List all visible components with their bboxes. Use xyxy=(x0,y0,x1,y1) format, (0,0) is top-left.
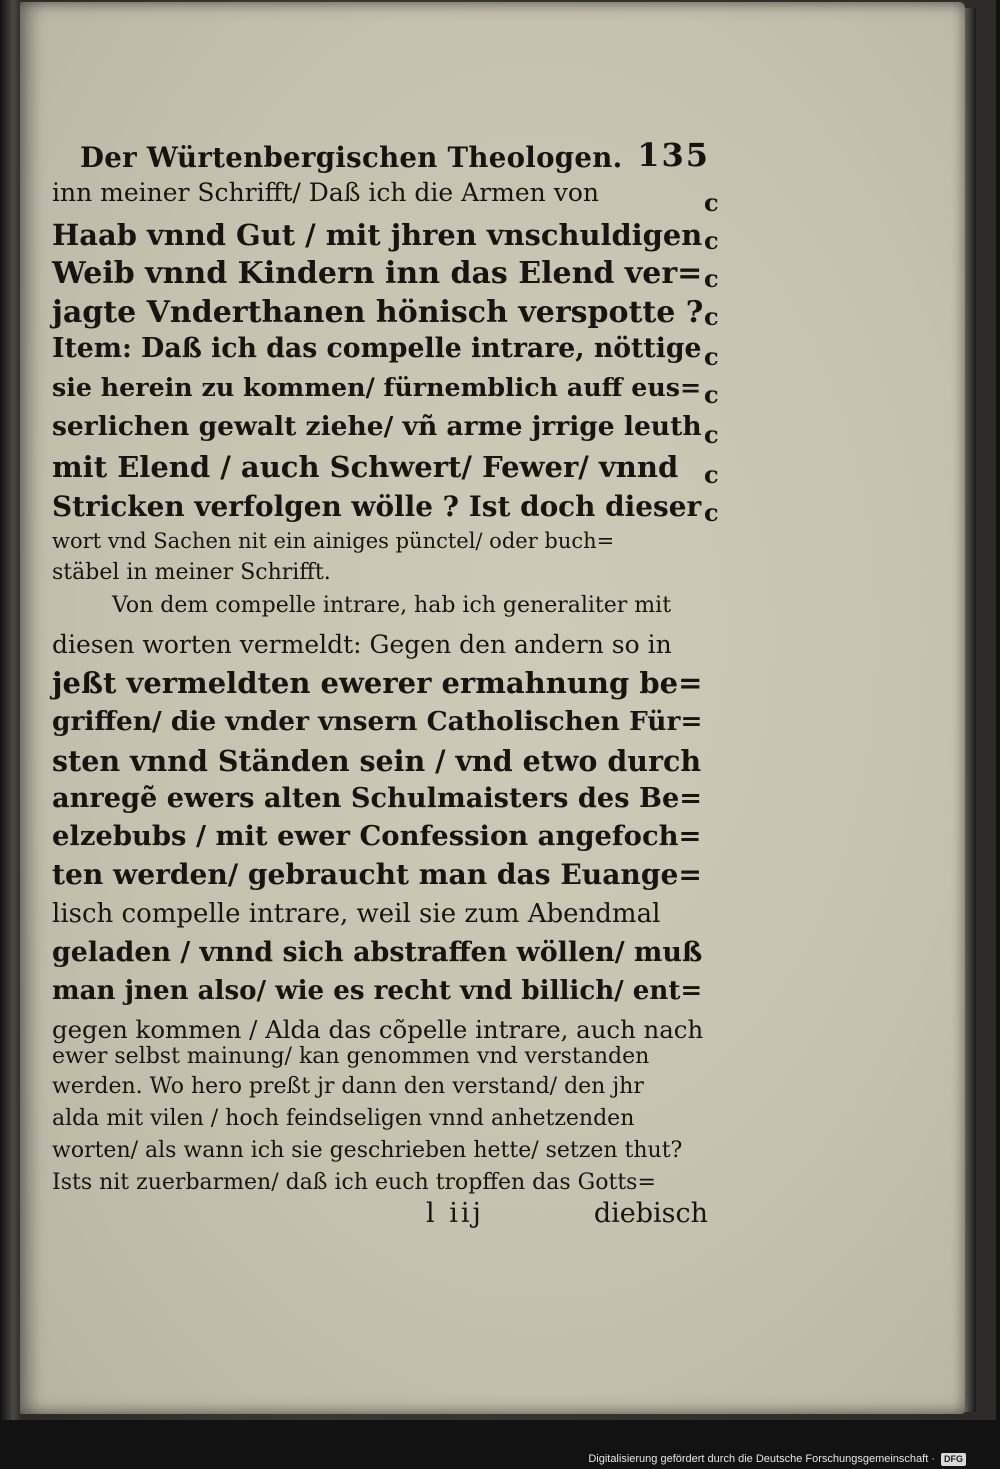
text-line: Von dem compelle intrare, hab ich generaliter mit xyxy=(112,593,672,618)
margin-mark: c xyxy=(704,380,719,409)
text-line: inn meiner Schrifft/ Daß ich die Armen von xyxy=(52,178,599,207)
text-line: jeßt vermeldten ewerer ermahnung be= xyxy=(52,666,703,700)
text-line: geladen / vnnd sich abstraffen wöllen/ muß xyxy=(52,937,703,968)
text-line: ten werden/ gebraucht man das Euange= xyxy=(52,858,702,891)
margin-mark: c xyxy=(704,264,719,293)
page-number: 135 xyxy=(637,136,710,174)
catchword: diebisch xyxy=(593,1198,708,1229)
credit-text: Digitalisierung gefördert durch die Deutsche Forschungsgemeinschaft · xyxy=(588,1453,935,1465)
text-line: worten/ als wann ich sie geschrieben hette/ setzen thut? xyxy=(52,1138,683,1163)
text-line: ewer selbst mainung/ kan genommen vnd verstanden xyxy=(52,1044,650,1069)
dfg-logo: DFG xyxy=(941,1453,966,1466)
signature-mark: l iij xyxy=(426,1198,484,1229)
margin-mark: c xyxy=(704,188,719,217)
text-line: Haab vnnd Gut / mit jhren vnschuldigen xyxy=(52,218,703,252)
text-line: lisch compelle intrare, weil sie zum Abendmal xyxy=(52,899,661,929)
text-line: Ists nit zuerbarmen/ daß ich euch tropffen das Gotts= xyxy=(52,1170,656,1195)
text-line: anregẽ ewers alten Schulmaisters des Be= xyxy=(52,782,703,814)
text-line: sten vnnd Ständen sein / vnd etwo durch xyxy=(52,744,702,778)
text-line: griffen/ die vnder vnsern Catholischen Für= xyxy=(52,706,703,737)
text-line: serlichen gewalt ziehe/ vñ arme jrrige leuth xyxy=(52,411,702,442)
text-line: Stricken verfolgen wölle ? Ist doch dieser xyxy=(52,490,702,523)
margin-mark: c xyxy=(704,498,719,527)
text-line: alda mit vilen / hoch feindseligen vnnd anhetzenden xyxy=(52,1106,635,1131)
text-line: wort vnd Sachen nit ein ainiges pünctel/ oder buch= xyxy=(52,529,615,553)
running-head: Der Würtenbergischen Theologen. xyxy=(80,141,623,174)
text-line: mit Elend / auch Schwert/ Fewer/ vnnd xyxy=(52,450,679,484)
page-header xyxy=(80,124,710,174)
margin-mark: c xyxy=(704,420,719,449)
text-line: sie herein zu kommen/ fürnemblich auff eus= xyxy=(52,372,702,402)
text-line: elzebubs / mit ewer Confession angefoch= xyxy=(52,820,702,852)
text-line: werden. Wo hero preßt jr dann den verstand/ den jhr xyxy=(52,1074,644,1099)
text-line: diesen worten vermeldt: Gegen den andern so in xyxy=(52,630,672,659)
text-line: man jnen also/ wie es recht vnd billich/ ent= xyxy=(52,975,703,1006)
text-line: jagte Vnderthanen hönisch verspotte ? xyxy=(52,295,704,330)
margin-mark: c xyxy=(704,226,719,255)
margin-mark: c xyxy=(704,342,719,371)
text-line: Item: Daß ich das compelle intrare, nöttige xyxy=(52,333,702,364)
text-line: Weib vnnd Kindern inn das Elend ver= xyxy=(52,256,703,291)
page-footer xyxy=(48,1198,708,1238)
text-line: stäbel in meiner Schrifft. xyxy=(52,560,331,585)
margin-mark: c xyxy=(704,460,719,489)
text-line: gegen kommen / Alda das cõpelle intrare, auch nach xyxy=(52,1015,704,1044)
book-spine xyxy=(0,0,22,1420)
margin-mark: c xyxy=(704,302,719,331)
digitization-credit xyxy=(588,1451,966,1467)
